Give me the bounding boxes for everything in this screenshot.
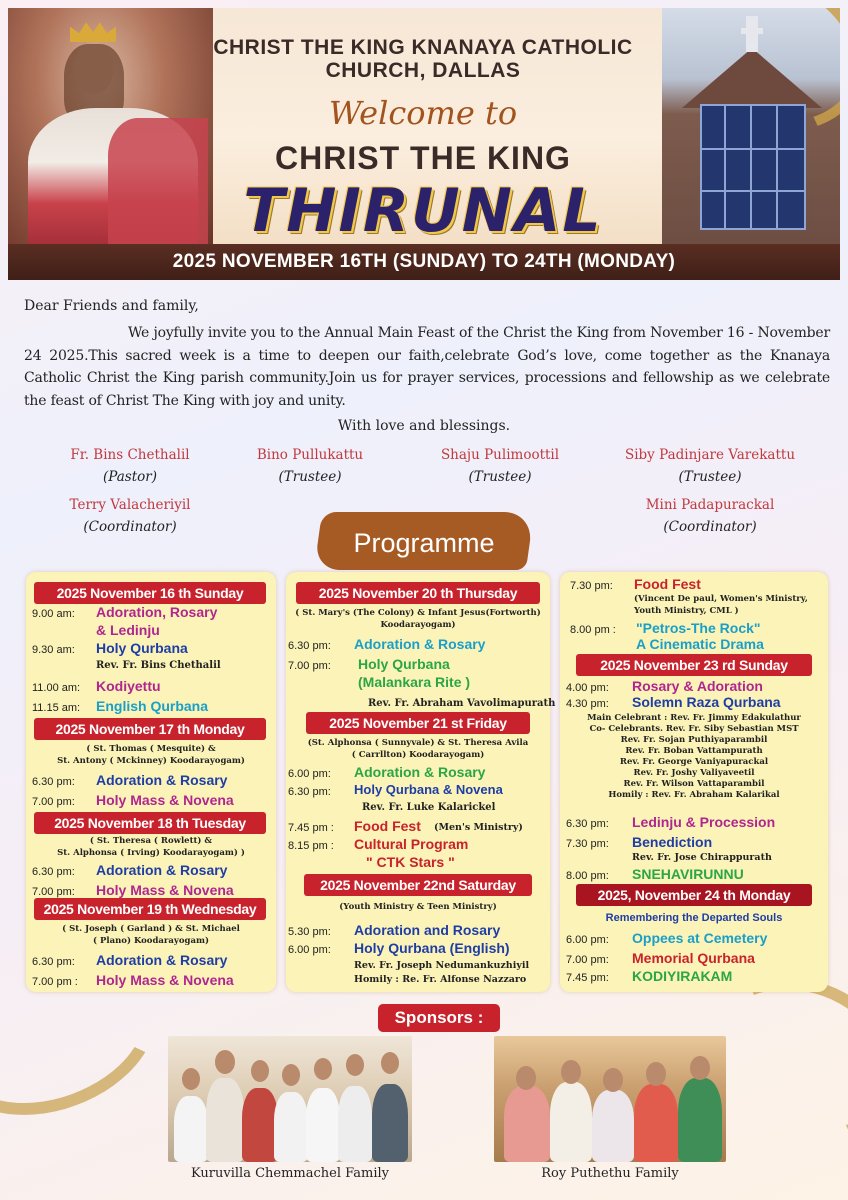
event-name: Holy Mass & Novena xyxy=(96,972,234,988)
event-name: KODIYIRAKAM xyxy=(632,968,733,984)
event-name: Memorial Qurbana xyxy=(632,950,755,966)
header-banner xyxy=(8,8,840,244)
event-time: 6.00 pm: xyxy=(566,934,609,946)
event-note: (Vincent De paul, Women's Ministry, xyxy=(634,594,808,604)
event-time: 5.30 pm: xyxy=(288,926,331,938)
celebrant-name: Rev. Fr. Jose Chirappurath xyxy=(632,852,772,863)
event-time: 7.00 pm: xyxy=(566,954,609,966)
event-time: 6.30 pm: xyxy=(32,866,75,878)
event-time: 6.00 pm: xyxy=(288,768,331,780)
sponsor-photo-1 xyxy=(168,1036,412,1162)
celebrant-name: Rev. Fr. Sojan Puthiyaparambil xyxy=(620,735,768,745)
event-time: 7.30 pm: xyxy=(570,580,613,592)
event-time: 6.30 pm: xyxy=(32,776,75,788)
day-heading: 2025 November 17 th Monday xyxy=(34,718,266,740)
event-note: Youth Ministry, CML ) xyxy=(634,606,739,616)
event-name: Adoration & Rosary xyxy=(96,862,228,878)
sponsor-photo-2 xyxy=(494,1036,726,1162)
day-heading: 2025 November 23 rd Sunday xyxy=(576,654,812,676)
event-time: 8.15 pm : xyxy=(288,840,334,852)
event-time: 7.00 pm: xyxy=(32,886,75,898)
event-name: Holy Mass & Novena xyxy=(96,792,234,808)
ministry-note: (Youth Ministry & Teen Ministry) xyxy=(339,902,497,912)
letter-body: We joyfully invite you to the Annual Main Feast of the Christ the King from November 16 - November 24 2025.This sacred week is a time to deepen our faith,celebrate God’s love, come together as the Knanaya Catholic Christ the King parish community.Join us for prayer services, processions and fellowship as we celebrate the feast of Christ The King with joy and unity. xyxy=(24,325,830,409)
signatory-trustee-2: Shaju Pulimoottil (Trustee) xyxy=(440,447,560,485)
signatory-trustee-3: Siby Padinjare Varekattu (Trustee) xyxy=(624,447,796,485)
event-name: Adoration & Rosary xyxy=(96,952,228,968)
church-name: CHRIST THE KING KNANAYA CATHOLIC CHURCH, DALLAS xyxy=(213,36,633,82)
celebrant-name: Main Celebrant : Rev. Fr. Jimmy Edakulathur xyxy=(587,713,801,723)
event-name: Food Fest xyxy=(634,576,701,592)
event-time: 6.30 pm: xyxy=(288,786,331,798)
event-time: 4.00 pm: xyxy=(566,682,609,694)
day-heading: 2025 November 18 th Tuesday xyxy=(34,812,266,834)
letter-closing: With love and blessings. xyxy=(337,418,511,434)
celebrant-name: Rev. Fr. Wilson Vattaparambil xyxy=(623,779,765,789)
event-time: 11.00 am: xyxy=(32,682,81,694)
event-name: Food Fest xyxy=(354,818,421,834)
koodarayogam-note: Koodarayogam) xyxy=(380,620,456,630)
day-subtitle: Remembering the Departed Souls xyxy=(605,912,783,924)
event-time: 9.30 am: xyxy=(32,644,75,656)
event-time: 7.00 pm : xyxy=(32,976,78,988)
day-heading: 2025 November 21 st Friday xyxy=(306,712,530,734)
event-time: 8.00 pm : xyxy=(570,624,616,636)
koodarayogam-note: (St. Alphonsa ( Sunnyvale) & St. Theresa Avila xyxy=(307,738,529,748)
day-heading: 2025 November 20 th Thursday xyxy=(296,582,540,604)
event-name: (Malankara Rite ) xyxy=(358,674,471,690)
event-time: 6.30 pm: xyxy=(32,956,75,968)
event-time: 6.00 pm: xyxy=(288,944,331,956)
programme-column-2 xyxy=(286,572,556,992)
koodarayogam-note: ( St. Mary's (The Colony) & Infant Jesus(Fortworth) xyxy=(295,608,541,618)
event-name: & Ledinju xyxy=(96,622,160,638)
event-name: Ledinju & Procession xyxy=(632,814,776,830)
event-name: Solemn Raza Qurbana xyxy=(632,694,781,710)
celebrant-name: Co- Celebrants. Rev. Fr. Siby Sebastian MST xyxy=(589,724,799,734)
event-time: 9.00 am: xyxy=(32,608,75,620)
event-time: 7.30 pm: xyxy=(566,838,609,850)
event-time: 4.30 pm: xyxy=(566,698,609,710)
event-name: Oppees at Cemetery xyxy=(632,930,768,946)
celebrant-name: Rev. Fr. Luke Kalarickel xyxy=(362,802,496,813)
signatory-coordinator-1: Terry Valacheriyil (Coordinator) xyxy=(69,497,191,535)
sponsor-caption-1: Kuruvilla Chemmachel Family xyxy=(190,1166,389,1181)
event-name: SNEHAVIRUNNU xyxy=(632,866,744,882)
celebrant-name: Rev. Fr. Bins Chethalil xyxy=(96,660,221,671)
event-name: Adoration & Rosary xyxy=(354,636,486,652)
day-heading: 2025 November 16 th Sunday xyxy=(34,582,266,604)
koodarayogam-note: ( St. Joseph ( Garland ) & St. Michael xyxy=(62,924,240,934)
event-name: "Petros-The Rock" xyxy=(636,620,761,636)
thirunal-title: THIRUNAL xyxy=(243,176,603,244)
day-heading: 2025 November 19 th Wednesday xyxy=(34,898,266,920)
programme-column-3 xyxy=(560,572,828,992)
event-time: 7.00 pm: xyxy=(288,660,331,672)
event-name: English Qurbana xyxy=(96,698,209,714)
event-time: 7.45 pm : xyxy=(288,822,334,834)
event-time: 11.15 am: xyxy=(32,702,81,714)
event-time: 6.30 pm: xyxy=(288,640,331,652)
event-time: 7.45 pm: xyxy=(566,972,609,984)
celebrant-name: Rev. Fr. Boban Vattampurath xyxy=(625,746,763,756)
event-title: CHRIST THE KING xyxy=(275,140,571,176)
event-name: " CTK Stars " xyxy=(366,854,455,870)
koodarayogam-note: ( St. Theresa ( Rowlett) & xyxy=(89,836,213,846)
event-time: 7.00 pm: xyxy=(32,796,75,808)
signatory-coordinator-2: Mini Padapurackal (Coordinator) xyxy=(645,497,775,535)
event-name: Benediction xyxy=(632,834,713,850)
koodarayogam-note: St. Alphonsa ( Irving) Koodarayogam) ) xyxy=(57,848,245,858)
homily-name: Homily : Rev. Fr. Abraham Kalarikal xyxy=(608,790,780,800)
event-name: Holy Qurbana & Novena xyxy=(354,782,503,797)
event-name: Adoration & Rosary xyxy=(96,772,228,788)
koodarayogam-note: ( Plano) Koodarayogam) xyxy=(93,936,209,946)
event-name: Adoration, Rosary xyxy=(96,604,218,620)
event-name: Cultural Program xyxy=(354,836,469,852)
koodarayogam-note: ( Carrllton) Koodarayogam) xyxy=(351,750,485,760)
event-name: Holy Qurbana xyxy=(96,640,188,656)
celebrant-name: Rev. Fr. Abraham Vavolimapurath xyxy=(368,698,556,709)
sponsor-caption-2: Roy Puthethu Family xyxy=(541,1166,679,1181)
event-note: (Men's Ministry) xyxy=(434,822,523,833)
programme-title: Programme xyxy=(353,528,495,558)
celebrant-name: Rev. Fr. Joseph Nedumankuzhiyil xyxy=(354,960,530,971)
christ-the-king-image xyxy=(8,8,213,244)
celebrant-name: Rev. Fr. George Vaniyapurackal xyxy=(619,757,769,767)
day-heading: 2025 November 22nd Saturday xyxy=(304,874,532,896)
letter-greeting: Dear Friends and family, xyxy=(24,298,199,314)
day-heading: 2025, November 24 th Monday xyxy=(576,884,812,906)
sponsors-heading: Sponsors : xyxy=(378,1004,500,1032)
crown-icon xyxy=(70,20,116,42)
programme-column-1 xyxy=(26,572,276,992)
event-name: A Cinematic Drama xyxy=(636,636,764,652)
welcome-text: Welcome to xyxy=(328,94,518,132)
event-name: Holy Qurbana (English) xyxy=(354,940,510,956)
koodarayogam-note: St. Antony ( Mckinney) Koodarayogam) xyxy=(57,756,245,766)
event-name: Adoration and Rosary xyxy=(354,922,501,938)
event-name: Holy Qurbana xyxy=(358,656,450,672)
event-time: 6.30 pm: xyxy=(566,818,609,830)
koodarayogam-note: ( St. Thomas ( Mesquite) & xyxy=(86,744,216,754)
homily-name: Homily : Re. Fr. Alfonse Nazzaro xyxy=(354,974,527,985)
event-name: Adoration & Rosary xyxy=(354,764,486,780)
event-name: Holy Mass & Novena xyxy=(96,882,234,898)
celebrant-name: Rev. Fr. Joshy Valiyaveetil xyxy=(633,768,755,778)
event-name: Rosary & Adoration xyxy=(632,678,763,694)
event-time: 8.00 pm: xyxy=(566,870,609,882)
date-range-bar: 2025 NOVEMBER 16TH (SUNDAY) TO 24TH (MONDAY) xyxy=(8,244,840,280)
signatory-pastor: Fr. Bins Chethalil (Pastor) xyxy=(70,447,190,485)
event-name: Kodiyettu xyxy=(96,678,161,694)
signatory-trustee-1: Bino Pullukattu (Trustee) xyxy=(256,447,364,485)
